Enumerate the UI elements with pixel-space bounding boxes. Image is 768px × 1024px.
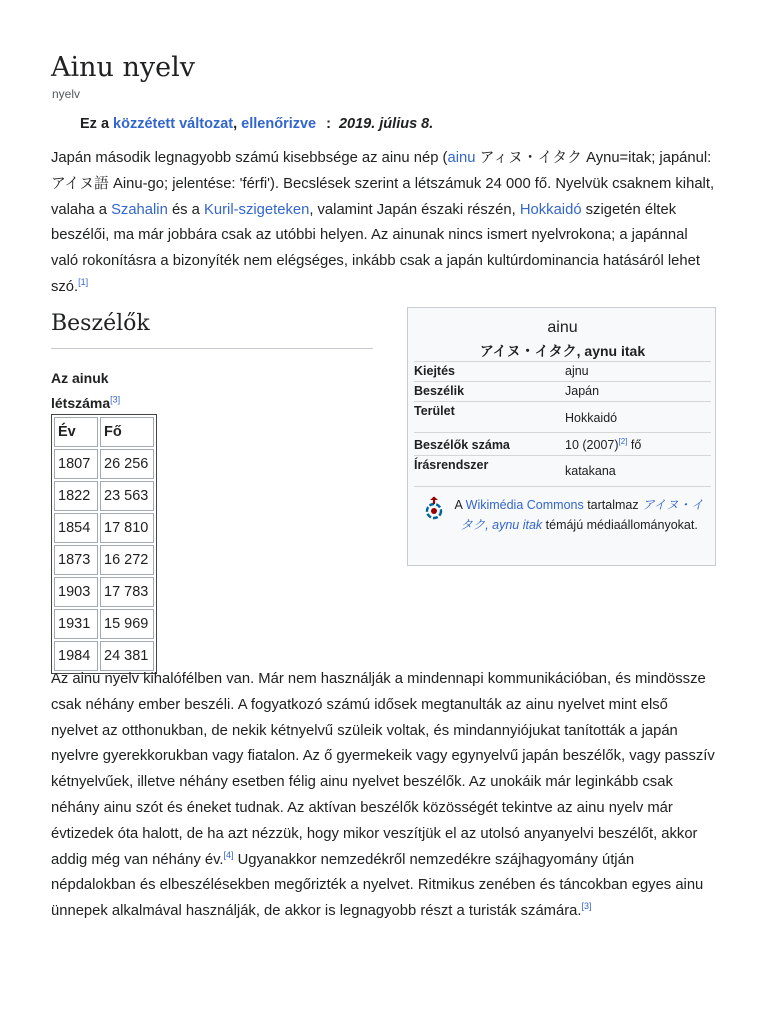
infobox-divider xyxy=(414,401,711,402)
infobox-divider xyxy=(414,381,711,382)
speakers-paragraph xyxy=(51,667,717,925)
year-cell: 1807 xyxy=(54,449,98,479)
caption-reference-link[interactable]: [3] xyxy=(110,394,121,405)
infobox-value-spoken-in: Japán xyxy=(565,384,600,398)
count-cell: 24 381 xyxy=(100,641,154,671)
infobox-divider xyxy=(414,455,711,456)
checked-link[interactable]: ellenőrizve xyxy=(241,116,317,132)
infobox-reference-link[interactable]: [2] xyxy=(618,436,628,446)
year-cell: 1854 xyxy=(54,513,98,543)
year-cell: 1931 xyxy=(54,609,98,639)
review-prefix: Ez a xyxy=(80,116,114,132)
kuril-link[interactable]: Kuril-szigeteken xyxy=(204,201,310,218)
section-heading-speakers: Beszélők xyxy=(51,308,373,349)
count-cell: 26 256 xyxy=(100,449,154,479)
count-header: Fő xyxy=(100,417,154,447)
infobox-label-script: Írásrendszer xyxy=(414,458,489,472)
year-cell: 1984 xyxy=(54,641,98,671)
intro-text-5: szigetén éltek beszélői, ma már jobbára csak az utóbbi helyen. Az ainunak nincs ismert nyelvrokona; a japánnal való rokonításra a bizonyíték nem elégséges, inkább csak a japán kultúrdominancia hatásáról lehet szó. xyxy=(51,201,700,295)
table-row xyxy=(54,513,154,543)
table-row xyxy=(54,609,154,639)
reference-4-link[interactable]: [4] xyxy=(223,849,234,860)
commons-text-1: A xyxy=(454,498,466,512)
count-cell: 23 563 xyxy=(100,481,154,511)
wikimedia-commons-icon[interactable] xyxy=(423,496,445,522)
infobox-native-name: アイヌ・イタク, aynu itak xyxy=(479,343,646,359)
page-title: Ainu nyelv xyxy=(51,52,196,83)
year-header: Év xyxy=(54,417,98,447)
body-text-2: Ugyanakkor nemzedékről nemzedékre szájhagyomány útján népdalokban és elbeszélésekben megőrizték a nyelvet. Ritmikus zenében és táncokban egyes ainu ünnepek alkalmával használják, de akkor is legnagyobb részt a turisták számára. xyxy=(51,851,704,920)
hokkaido-link[interactable]: Hokkaidó xyxy=(519,201,582,218)
commons-text-2: tartalmaz xyxy=(583,498,643,512)
table-header-row xyxy=(54,417,154,447)
infobox-divider xyxy=(414,361,711,362)
year-cell: 1822 xyxy=(54,481,98,511)
infobox-value-region: Hokkaidó xyxy=(565,411,618,425)
infobox-divider xyxy=(414,432,711,433)
count-cell: 16 272 xyxy=(100,545,154,575)
intro-text-3: és a xyxy=(167,201,205,218)
infobox-value-pronunciation: ajnu xyxy=(565,364,589,378)
page-subtitle: nyelv xyxy=(52,87,81,101)
reference-1-link[interactable]: [1] xyxy=(78,277,89,288)
commons-text-3: témájú médiaállományokat. xyxy=(542,518,698,532)
commons-note xyxy=(454,495,704,535)
infobox-label-pronunciation: Kiejtés xyxy=(414,364,455,378)
caption-text: Az ainuk létszáma xyxy=(51,370,111,411)
review-date: 2019. július 8. xyxy=(338,116,434,132)
year-cell: 1873 xyxy=(54,545,98,575)
intro-paragraph xyxy=(51,146,717,301)
infobox-value-script: katakana xyxy=(565,464,616,478)
speakers-count: 10 (2007) xyxy=(565,438,619,452)
population-table xyxy=(51,414,157,674)
count-cell: 17 810 xyxy=(100,513,154,543)
published-version-link[interactable]: közzétett változat xyxy=(113,116,234,132)
infobox-divider xyxy=(414,486,711,487)
count-cell: 15 969 xyxy=(100,609,154,639)
review-sep: , xyxy=(233,116,242,132)
population-table-caption xyxy=(51,366,151,416)
table-row xyxy=(54,449,154,479)
year-cell: 1903 xyxy=(54,577,98,607)
table-row xyxy=(54,545,154,575)
body-text-1: Az ainu nyelv kihalófélben van. Már nem használják a mindennapi kommunikációban, és mindössze csak néhány ember beszéli. A fogyatkozó számú idősek megtanulták az ainu nyelvet mint első nyelvet az otthonukban, de nekik kétnyelvű szüleik voltak, és mindannyiójukat tanították a japán nyelvre gyerekkorukban vagy fiatalon. Az ő gyermekeik vagy egynyelvű japán beszélők, vagy passzív kétnyelvűek, illetve néhány esetben félig ainu nyelvet beszélők. Az unokáik már leginkább csak néhány ainu szót és éneket tudnak. Az aktívan beszélők közösségét tekintve az ainu nyelv már évtizedek óta halott, de ha azt nézzük, hogy mikor veszítjük el az utolsó anyanyelvi beszélőt, akkor addig még van néhány év. xyxy=(51,671,715,868)
count-cell: 17 783 xyxy=(100,577,154,607)
infobox-label-speakers: Beszélők száma xyxy=(414,438,510,452)
commons-topic-link[interactable]: アイヌ・イタク, aynu itak xyxy=(460,498,704,532)
review-notice xyxy=(80,116,433,132)
review-colon: : xyxy=(326,116,331,132)
intro-text-4: , valamint Japán északi részén, xyxy=(309,201,520,218)
infobox-label-region: Terület xyxy=(414,404,455,418)
intro-text-2: アィヌ・イタク Aynu=itak; japánul: アイヌ語 Ainu-go; jelentése: 'férfi'). Becslések szerint a létszámuk 24 000 fő. Nyelvük csaknem kihalt, valaha a xyxy=(51,150,715,218)
infobox-value-speakers xyxy=(565,438,641,452)
table-row xyxy=(54,577,154,607)
reference-3-link[interactable]: [3] xyxy=(581,901,592,912)
wikimedia-commons-link[interactable]: Wikimédia Commons xyxy=(465,498,584,512)
language-infobox xyxy=(407,307,716,566)
speakers-unit: fő xyxy=(627,438,642,452)
table-row xyxy=(54,481,154,511)
szahalin-link[interactable]: Szahalin xyxy=(111,201,168,218)
infobox-language-name: ainu xyxy=(547,319,578,336)
ainu-link[interactable]: ainu xyxy=(447,150,476,166)
infobox-label-spoken-in: Beszélik xyxy=(414,384,465,398)
intro-text-1: Japán második legnagyobb számú kisebbsége az ainu nép ( xyxy=(51,150,448,166)
